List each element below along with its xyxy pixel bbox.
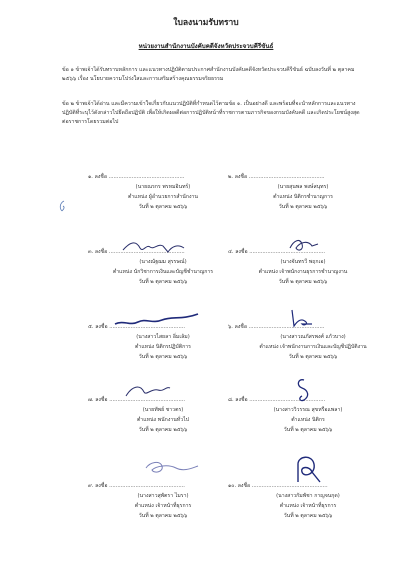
signer-position: ตำแหน่ง นักวิชาการเงินและบัญชีชำนาญการ: [112, 269, 214, 275]
signature-date: วันที่ ๒ ตุลาคม ๒๕๖๖: [138, 354, 188, 360]
signature-block-8: [228, 395, 388, 435]
signature-block-6: [228, 322, 398, 362]
signature-date: วันที่ ๒ ตุลาคม ๒๕๖๖: [283, 427, 333, 433]
signature-date: วันที่ ๒ ตุลาคม ๒๕๖๖: [283, 513, 333, 519]
signature-date: วันที่ ๒ ตุลาคม ๒๕๖๖: [138, 204, 188, 210]
paragraph-1: ข้อ ๑ ข้าพเจ้าได้รับทราบหลักการ และแนวทางปฏิบัติตามประกาศสำนักงานบังคับคดีจังหวัดประจวบคีรีขันธ์ ฉบับลงวันที่ ๒ ตุลาคม ๒๕๖๖ เรื่อง นโยบายความโปร่งใสและการเสริมสร้างคุณธรรมจริยธรรม: [62, 67, 355, 82]
signature-block-2: [228, 172, 378, 212]
signer-position: ตำแหน่ง นิติกรชำนาญการ: [273, 194, 333, 200]
signature-block-1: [88, 172, 238, 212]
signature-date: วันที่ ๒ ตุลาคม ๒๕๖๖: [138, 279, 188, 285]
signature-date: วันที่ ๒ ตุลาคม ๒๕๖๖: [288, 354, 338, 360]
signature-line: ๒. ลงชื่อ ..............................................: [228, 174, 325, 180]
document-title: ใบลงนามรับทราบ: [173, 18, 239, 28]
signature-block-4: [228, 247, 378, 287]
signature-block-10: [228, 481, 388, 521]
signature-date: วันที่ ๒ ตุลาคม ๒๕๖๖: [278, 279, 328, 285]
signer-position: ตำแหน่ง เจ้าพนักงานธุรการชำนาญงาน: [258, 269, 348, 275]
signature-date: วันที่ ๒ ตุลาคม ๒๕๖๖: [138, 513, 188, 519]
signature-line: ๑๐. ลงชื่อ ..............................................: [228, 483, 328, 489]
signature-date: วันที่ ๒ ตุลาคม ๒๕๖๖: [138, 427, 188, 433]
signature-block-3: [88, 247, 238, 287]
margin-mark-icon: [58, 200, 68, 212]
signature-block-7: [88, 395, 238, 435]
signer-name: (นายณรกร พรหมอินทร์): [135, 184, 191, 190]
signer-name: (นายทัพย์ ชาวตร): [142, 407, 184, 413]
signature-line: ๔. ลงชื่อ ..............................................: [228, 249, 326, 255]
signer-name: (นางสาวกัมพัชา กาญจนกุด): [276, 493, 340, 499]
signer-position: ตำแหน่ง ผู้อำนวยการสำนักงาน: [128, 194, 198, 200]
paragraph-2: ข้อ ๒ ข้าพเจ้าได้อ่าน และมีความเข้าใจเกี่ยวกับแนวปฏิบัติที่กำหนดไว้ตามข้อ ๑. เป็นอย่างดี และพร้อมที่จะนำหลักการและแนวทางปฏิบัติที่ระบุไว้ดังกล่าวไปยึดถือปฏิบัติ เพื่อให้เกิดผลดีต่อการปฏิบัติหน้าที่ราชการตามภารกิจของกรมบังคับคดี และเกิดประโยชน์สูงสุดต่อราชการโดยรวมต่อไป: [62, 101, 360, 125]
signature-line: ๙. ลงชื่อ ..............................................: [88, 483, 185, 489]
signer-name: (นางสาวไสยลา อิ่มเล้ม): [136, 334, 190, 340]
signer-name: (นางณัฐฌม สุรรษณ์): [139, 259, 187, 265]
signer-position: ตำแหน่ง เจ้าพนักงานการเงินและบัญชีปฏิบัติงาน: [259, 344, 367, 350]
signature-date: วันที่ ๒ ตุลาคม ๒๕๖๖: [278, 204, 328, 210]
signature-scribble-9: [142, 456, 202, 478]
signer-position: ตำแหน่ง นิติกรปฏิบัติการ: [135, 344, 191, 350]
signer-name: (นางสาววิวรรณ สุขหรือแพลา): [273, 407, 343, 413]
signer-name: (นางจันทรวี พฤกเอ): [280, 259, 326, 265]
signer-name: (นางสาวสุพัตรา ไมรา): [137, 493, 189, 499]
signature-line: ๗. ลงชื่อ ..............................................: [88, 397, 186, 403]
signer-name: (นายสุนพล พงษ์สนุทร): [277, 184, 329, 190]
signature-block-5: [88, 322, 238, 362]
signature-line: ๑. ลงชื่อ ..............................................: [88, 174, 185, 180]
signer-position: ตำแหน่ง นิติกร: [291, 417, 325, 423]
signer-position: ตำแหน่ง เจ้าหน้าที่ธุรการ: [279, 503, 337, 509]
signer-name: (นางสาวณภัสรพงศ์ แก้วบาง): [280, 334, 346, 340]
signature-block-9: [88, 481, 238, 521]
signature-line: ๖. ลงชื่อ ..............................................: [228, 324, 325, 330]
signature-line: ๘. ลงชื่อ ..............................................: [228, 397, 326, 403]
signer-position: ตำแหน่ง เจ้าหน้าที่ธุรการ: [134, 503, 192, 509]
signer-position: ตำแหน่ง พนักงานทั่วไป: [136, 417, 190, 423]
signature-line: ๕. ลงชื่อ ..............................................: [88, 324, 186, 330]
signature-line: ๓. ลงชื่อ ..............................................: [88, 249, 185, 255]
document-subtitle: หน่วยงานสำนักงานบังคับคดีจังหวัดประจวบคีรีขันธ์: [138, 43, 274, 50]
